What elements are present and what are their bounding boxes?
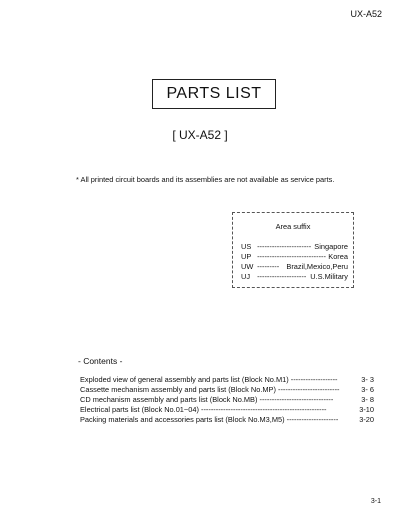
toc-page: 3- 3 (361, 375, 374, 384)
area-code: UW (241, 262, 254, 271)
area-leader: -------------------- (257, 272, 307, 281)
toc-leader: --------------------------------------------------- (200, 405, 327, 414)
model-label: [ UX-A52 ] (172, 128, 228, 142)
toc-item-text: Packing materials and accessories parts list (Block No.M3,M5) (80, 415, 285, 424)
toc-leader: ------------------- (290, 375, 338, 384)
area-leader: ---------------------------- (257, 252, 326, 261)
toc-page: 3-20 (359, 415, 374, 424)
toc-item (80, 375, 374, 384)
toc-item (80, 395, 374, 404)
area-region: Korea (328, 252, 348, 261)
area-region: Singapore (314, 242, 348, 251)
area-suffix-box (232, 212, 354, 288)
toc-item-text: Cassette mechanism assembly and parts list (Block No.MP) (80, 385, 276, 394)
area-region: Brazil,Mexico,Peru (286, 262, 348, 271)
toc-item-text: CD mechanism assembly and parts list (Block No.MB) (80, 395, 258, 404)
page-number: 3-1 (370, 498, 381, 505)
area-code: US (241, 242, 252, 251)
contents-title: - Contents - (78, 356, 123, 366)
area-row (241, 252, 348, 261)
area-code: UP (241, 252, 252, 261)
service-note: * All printed circuit boards and its assemblies are not available as service parts. (76, 175, 335, 184)
area-suffix-title: Area suffix (275, 222, 311, 231)
area-leader: --------- (257, 262, 280, 271)
toc-page: 3- 8 (361, 395, 374, 404)
toc-page: 3-10 (359, 405, 374, 414)
header-model: UX-A52 (350, 9, 382, 19)
area-code: UJ (241, 272, 251, 281)
area-row (241, 242, 348, 251)
toc-item-text: Electrical parts list (Block No.01~04) (80, 405, 199, 414)
area-region: U.S.Military (310, 272, 348, 281)
toc-item-text: Exploded view of general assembly and parts list (Block No.M1) (80, 375, 289, 384)
title-box (152, 79, 276, 109)
toc-page: 3- 6 (361, 385, 374, 394)
toc-leader: ------------------------------ (259, 395, 334, 404)
toc-item (80, 385, 374, 394)
area-row (241, 272, 348, 281)
toc-leader: ------------------------- (277, 385, 340, 394)
toc-item (80, 405, 374, 414)
area-leader: ---------------------- (257, 242, 312, 251)
toc-leader: --------------------- (286, 415, 339, 424)
page-title: PARTS LIST (166, 85, 262, 102)
area-row (241, 262, 348, 271)
toc-item (80, 415, 374, 424)
